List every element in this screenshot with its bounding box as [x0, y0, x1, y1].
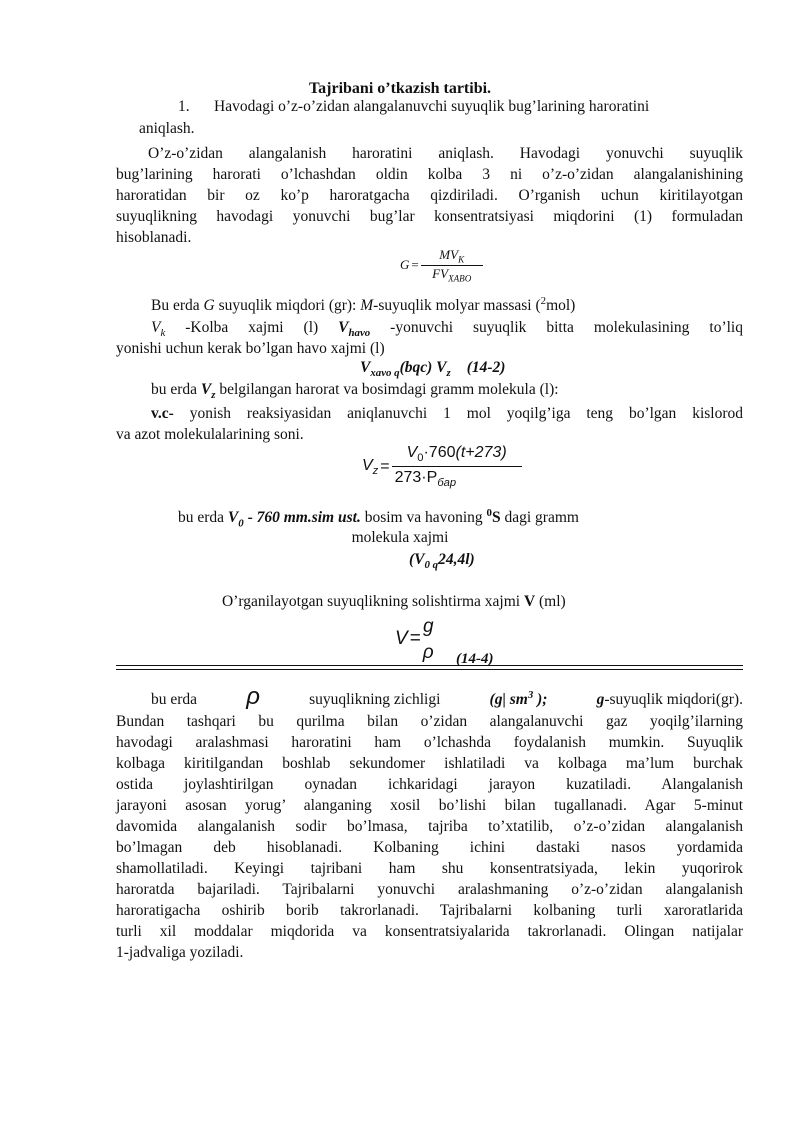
- formula-v-ref: (14-4): [456, 651, 494, 667]
- list-number: 1.: [178, 98, 190, 115]
- vk-definition: $V_k$ -Kolba xajmi (l) $V_{havo}$ -yonuvchi suyuqlik bitta molekulasining to’liq yonishi uchun kerak bo’lgan havo xajmi (l): [116, 319, 743, 357]
- specific-volume-line: O’rganilayotgan suyuqlikning solishtirma xajmi V (ml): [222, 593, 566, 610]
- list-item-1: [178, 98, 649, 116]
- v0-definition-line2: molekula xajmi: [351, 529, 449, 546]
- double-divider: [116, 665, 743, 670]
- formula-v: V = g ρ: [395, 616, 434, 663]
- rho-definition-line: bu erda ρ suyuqlikning zichligi (g| $sm^3$ ); g-suyuqlik miqdori(gr).: [151, 683, 743, 711]
- formula-g-fraction: $\frac{MV_K}{FV_{XABO}}$: [421, 247, 483, 283]
- text-line: O’z-o’zidan alangalanish haroratini aniqlash. Havodagi yonuvchi suyuqlik: [148, 145, 743, 162]
- page-title: Tajribani o’tkazish tartibi.: [308, 80, 492, 97]
- formula-vz-fraction: $\frac{V_0\cdot 760(t+273)}{273\cdot P_{бap}}$: [392, 444, 522, 489]
- vc-definition: v.c- yonish reaksiyasidan aniqlanuvchi 1 mol yoqilg’iga teng bo’lgan kislorod va azot molekulalarining soni.: [116, 405, 743, 443]
- text-line: haroratidan bir oz ko’p haroratgacha qizdiriladi. O’rganish uchun kiritilayotgan: [116, 187, 743, 204]
- formula-g: G = $\frac{MV_K}{FV_{XABO}}$: [400, 247, 483, 283]
- paragraph-main: Bundan tashqari bu qurilma bilan o’zidan alangalanuvchi gaz yoqilg’ilarning havodagi aralashmasi haroratini ham o’lchashda foydalanish mumkin. Suyuqlik kolbaga kiritilgandan boshlab sekundomer ishlatiladi va kolbaga ma’lum burchak ostida joylashtirilgan oynadan ichkaridagi jarayon kuzatiladi. Alangalanish jarayoni asosan yorug’ alanganing xosil bo’lishi bilan tugallanadi. Agar 5-minut davomida alangalanish sodir bo’lmasa, tajriba to’xtatilib, o’z-o’zidan alangalanish bo’lmagan deb hisoblanadi. Kolbaning ichini dastaki nasos yordamida shamollatiladi. Keyingi tajribani ham shu konsentratsiyada, lekin yuqorirok haroratda bajariladi. Tajribalarni yonuvchi aralashmaning o’z-o’zidan alangalanish haroratigacha oshirib borib takrorlanadi. Tajribalarni kolbaning turli xaroratlarida turli xil moddalar miqdorida va konsentratsiyalarida takrorlanadi. Olingan natijalar 1-jadvaliga yoziladi.: [116, 713, 743, 961]
- text-line: bug’larining harorati o’lchashdan oldin kolba 3 ni o’z-o’zidan alangalanishining: [116, 166, 743, 183]
- vz-definition-line: bu erda $V_z$ belgilangan harorat va bosimdagi gramm molekula (l):: [151, 381, 559, 402]
- paragraph-intro: [116, 143, 743, 248]
- v0-definition-line: bu erda $V_0 - 760$ mm.sim ust. bosim va havoning $^0$S dagi gramm: [178, 507, 579, 530]
- g-definition-line: Bu erda G suyuqlik miqdori (gr): M-suyuqlik molyar massasi ($^2$mol): [151, 295, 576, 315]
- text-line: suyuqlikning havodagi yonuvchi bug’lar konsentratsiyasi miqdorini (1) formuladan: [116, 208, 743, 225]
- formula-vz: $V_z$ = $\frac{V_0\cdot 760(t+273)}{273\cdot P_{бap}}$: [362, 444, 522, 489]
- v0-value: $(V_{0 q}24,4l)$: [409, 551, 475, 572]
- list-item-text-line1: Havodagi o’z-o’zidan alangalanuvchi suyuqlik bug’larining haroratini: [214, 98, 650, 115]
- list-item-text-line2: aniqlash.: [139, 120, 195, 137]
- text-line: hisoblanadi.: [116, 229, 192, 246]
- formula-xavo: $V_{xavo q}(bqc)$ $V_z$ (14-2): [360, 359, 506, 380]
